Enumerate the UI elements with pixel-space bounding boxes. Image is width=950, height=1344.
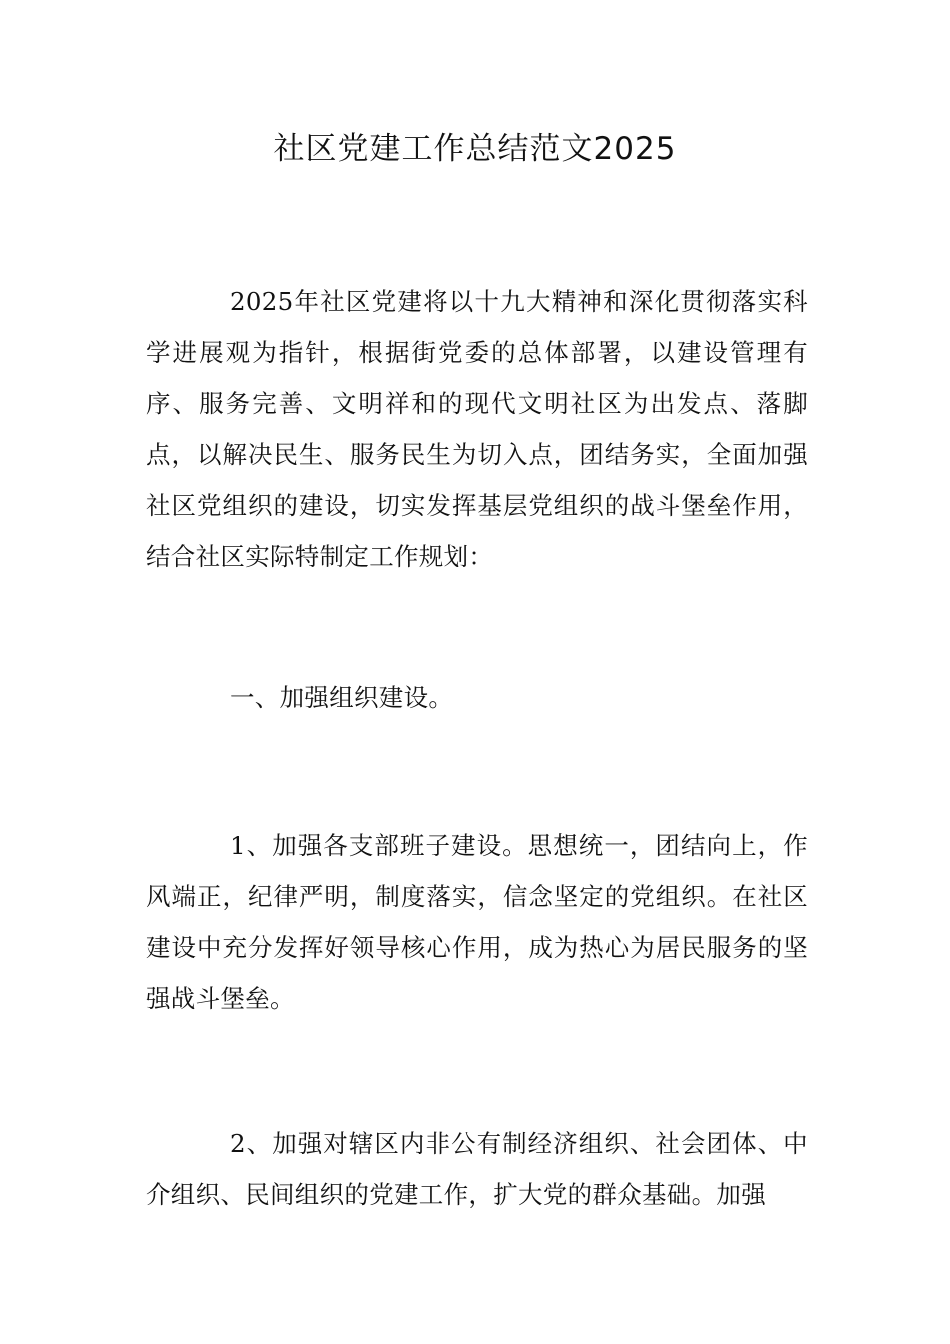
paragraph-intro: 2025年社区党建将以十九大精神和深化贯彻落实科学进展观为指针，根据街党委的总体部署，以建设管理有序、服务完善、文明祥和的现代文明社区为出发点、落脚点，以解决民生、服务民生为切入点，团结务实，全面加强社区党组织的建设，切实发挥基层党组织的战斗堡垒作用，结合社区实际特制定工作规划：	[146, 287, 808, 571]
section-heading-organization: 一、加强组织建设。	[230, 683, 454, 712]
document-title: 社区党建工作总结范文2025	[273, 131, 677, 167]
paragraph-item-2: 2、加强对辖区内非公有制经济组织、社会团体、中介组织、民间组织的党建工作，扩大党的群众基础。加强	[146, 1129, 808, 1209]
paragraph-item-1: 1、加强各支部班子建设。思想统一，团结向上，作风端正，纪律严明，制度落实，信念坚定的党组织。在社区建设中充分发挥好领导核心作用，成为热心为居民服务的坚强战斗堡垒。	[146, 831, 808, 1013]
